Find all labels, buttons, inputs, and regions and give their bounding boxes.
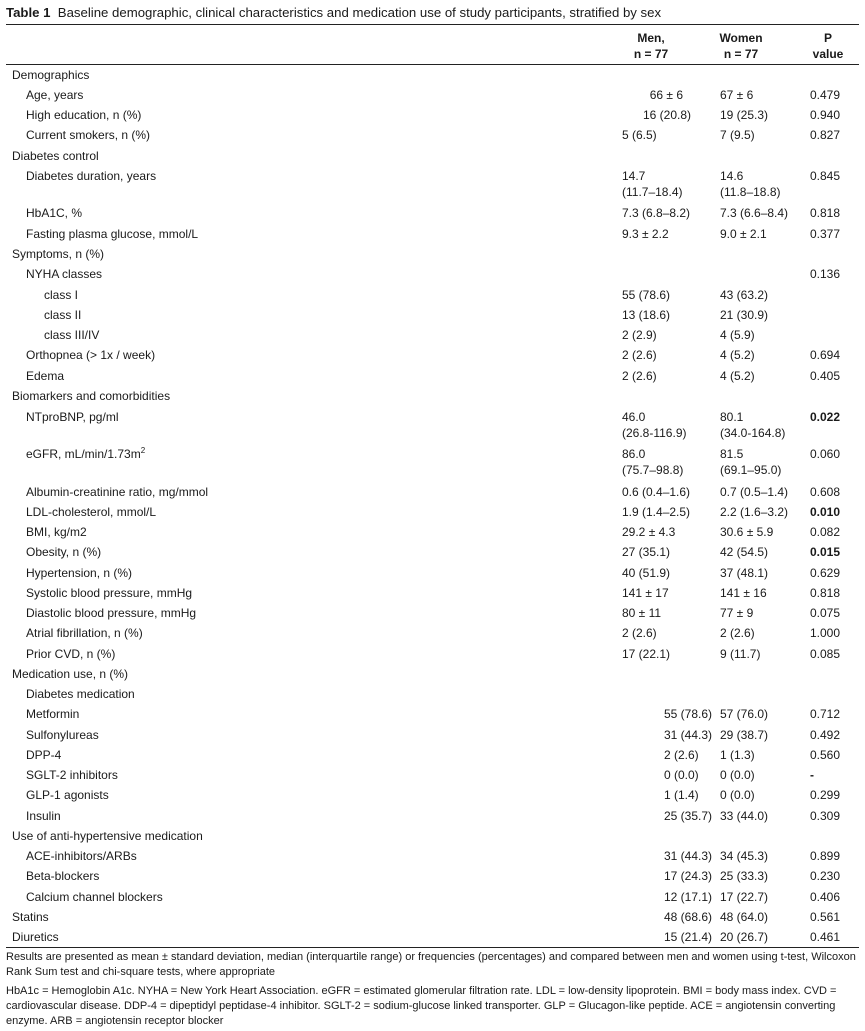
table-row: eGFR, $mL/\min/1.73m^2$ 86.0 (75.7–98.8) 81.5 (69.1–95.0) 0.060	[26, 446, 841, 477]
table-row: Diabetes duration, years 14.7 (11.7–18.4) 14.6 (11.8–18.8) 0.845	[26, 169, 841, 199]
header-rule	[6, 64, 859, 65]
footnote-methods: Results are presented as mean ± standard deviation, median (interquartile range) or frequencies (percentages) and compared between men and women using t-test, Wilcoxon Rank Sum test and chi-square tests, where appropriate	[6, 951, 856, 978]
top-rule	[6, 24, 859, 25]
footnote-abbreviations: HbA1c = Hemoglobin A1c. NYHA = New York Heart Association. eGFR = estimated glomerular filtration rate. LDL = low-density lipoprotein. BMI = body mass index. CVD = cardiovascular disease. DDP-4 = dipeptidyl peptidase-4 inhibitor. SGLT-2 = sodium-glucose linked transporter. GLP = Glucagon-like peptide. ACE = angiotensin converting enzyme. ARB = angiotensin receptor blocker	[6, 985, 837, 1027]
table-row: NTproBNP, pg/ml 46.0 (26.8-116.9) 80.1 (34.0-164.8) 0.022	[26, 410, 841, 440]
header-women: Women n = 77	[719, 31, 763, 61]
table-caption	[6, 4, 858, 22]
page: Table 1 Baseline demographic, clinical characteristics and medication use of study participants, stratified by sex Men, n = 77 Women n = 77 P value Demographics Age, years 66 ± 6 67 ± 6 0.479 High education, n (%) 16 (20.8) 19 (25.3) 0.940 Current smokers, n (%) 5 (6.5) 7 (9.5) 0.827 Diabetes control Diabetes duration, years 14.7 (11.7–18.4) 14.6 (11.8–18.8) 0.845 HbA1C, % 7.3 (6.8–8.2) 7.3 (6.6–8.4) 0.818 Fasting plasma glucose, mmol/L 9.3 ± 2.2 9.0 ± 2.1 0.377 Symptoms, n (%) NYHA classes 0.136 class I 55 (78.6) 43 (63.2) class II 13 (18.6) 21 (30.9) class III/IV 2 (2.9) 4 (5.9) Orthopnea (> 1x / week) 2 (2.6) 4 (5.2) 0.694 Edema 2 (2.6) 4 (5.2) 0.405 Biomarkers and comorbidities NTproBNP, pg/ml 46.0 (26.8-116.9) 80.1 (34.0-164.8) 0.022 eGFR, $mL/\min/1.73m^2$ 86.0 (75.7–98.8) 81.5 (69.1–95.0) 0.060 Albumin-creatinine ratio, mg/mmol 0.6 (0.4–1.6) 0.7 (0.5–1.4) 0.608 LDL-cholesterol, mmol/L 1.9 (1.4–2.5) 2.2 (1.6–3.2) 0.010 BMI, kg/m2 29.2 ± 4.3 30.6 ± 5.9 0.082 Obesity, n (%) 27 (35.1) 42 (54.5) 0.015 Hypertension, n (%) 40 (51.9) 37 (48.1) 0.629 Systolic blood pressure, mmHg 141 ± 17 141 ± 16 0.818 Diastolic blood pressure, mmHg 80 ± 11 77 ± 9 0.075 Atrial fibrillation, n (%) 2 (2.6) 2 (2.6) 1.000 Prior CVD, n (%) 17 (22.1) 9 (11.7) 0.085 Medication use, n (%) Diabetes medication Metformin 55 (78.6) 57 (76.0) 0.712 Sulfonylureas 31 (44.3) 29 (38.7) 0.492 DPP-4 2 (2.6) 1 (1.3) 0.560 SGLT-2 inhibitors 0 (0.0) 0 (0.0) - GLP-1 agonists 1 (1.4) 0 (0.0) 0.299 Insulin 25 (35.7) 33 (44.0) 0.309 Use of anti-hypertensive medication ACE-inhibitors/ARBs 31 (44.3) 34 (45.3) 0.899 Beta-blockers 17 (24.3) 25 (33.3) 0.230 Calcium channel blockers 12 (17.1) 17 (22.7) 0.406 Statins 48 (68.6) 48 (64.0) 0.561 Diuretics 15 (21.4) 20 (26.7) 0.461 Results are presented as mean ± standard deviation, median (interquartile range) or frequencies (percentages) and compared between men and women using t-test, Wilcoxon Rank Sum test and chi-square tests, where appropriate HbA1c = Hemoglobin A1c. NYHA = New York Heart Association. eGFR = estimated glomerular filtration rate. LDL = low-density lipoprotein. BMI = body mass index. CVD = cardiovascular disease. DDP-4 = dipeptidyl peptidase-4 inhibitor. SGLT-2 = sodium-glucose linked transporter. GLP = Glucagon-like peptide. ACE = angiotensin converting enzyme. ARB = angiotensin receptor blocker	[0, 0, 865, 1031]
header-p-value: P value	[812, 31, 844, 61]
table-title: Baseline demographic, clinical characteristics and medication use of study participants, stratified by sex	[57, 5, 662, 20]
bottom-rule	[6, 947, 859, 948]
table-label: Table 1	[6, 5, 51, 20]
header-men: Men, n = 77	[633, 31, 669, 61]
